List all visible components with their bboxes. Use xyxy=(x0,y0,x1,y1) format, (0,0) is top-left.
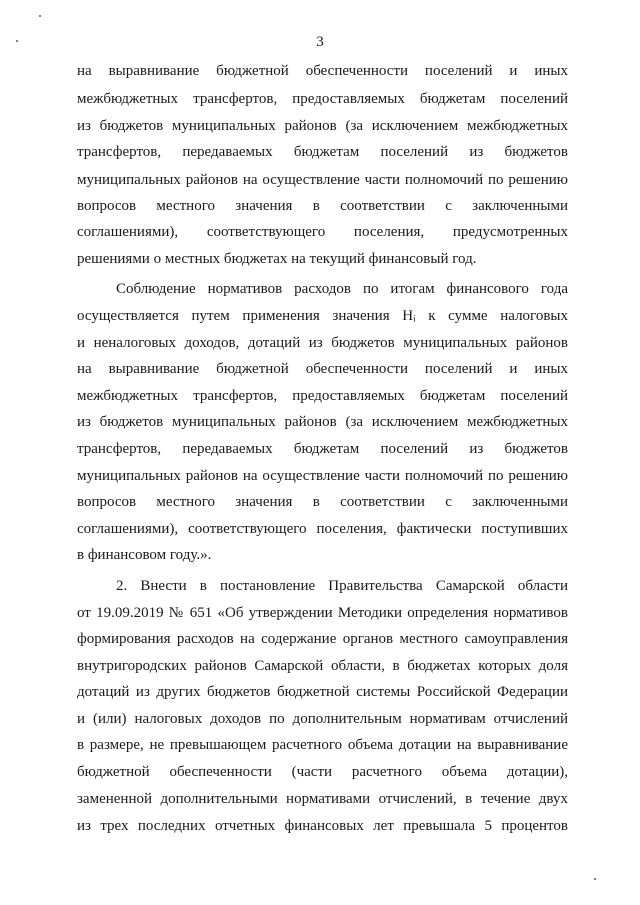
text-line: осуществляется путем применения значения Hᵢ к сумме налоговых xyxy=(77,308,568,324)
text-line: межбюджетных трансфертов, предоставляемых бюджетам поселений xyxy=(77,388,568,404)
text-line: Соблюдение нормативов расходов по итогам финансового года xyxy=(116,281,568,297)
text-line: вопросов местного значения в соответствии с заключенными xyxy=(77,494,568,510)
text-line: вопросов местного значения в соответствии с заключенными xyxy=(77,198,568,214)
text-line: из бюджетов муниципальных районов (за исключением межбюджетных xyxy=(77,414,568,430)
scan-speck xyxy=(39,15,41,17)
text-line: соглашениями), соответствующего поселения, предусмотренных xyxy=(77,224,568,240)
text-line: из бюджетов муниципальных районов (за исключением межбюджетных xyxy=(77,118,568,134)
text-line: в финансовом году.». xyxy=(77,547,212,563)
text-line: формирования расходов на содержание органов местного самоуправления xyxy=(77,631,568,647)
text-line: трансфертов, передаваемых бюджетам поселений из бюджетов xyxy=(77,144,568,160)
text-line: от 19.09.2019 № 651 «Об утверждении Методики определения нормативов xyxy=(77,605,568,621)
text-line: муниципальных районов на осуществление части полномочий по решению xyxy=(77,172,568,188)
text-line: решениями о местных бюджетах на текущий финансовый год. xyxy=(77,251,477,267)
text-line: из трех последних отчетных финансовых лет превышала 5 процентов xyxy=(77,818,568,834)
scan-speck xyxy=(16,40,18,42)
text-line: и неналоговых доходов, дотаций из бюджетов муниципальных районов xyxy=(77,335,568,351)
text-line: дотаций из других бюджетов бюджетной системы Российской Федерации xyxy=(77,684,568,700)
text-line: на выравнивание бюджетной обеспеченности поселений и иных xyxy=(77,361,568,377)
page-number: 3 xyxy=(316,34,324,50)
text-line: на выравнивание бюджетной обеспеченности поселений и иных xyxy=(77,63,568,79)
text-line: соглашениями), соответствующего поселения, фактически поступивших xyxy=(77,521,568,537)
text-line: трансфертов, передаваемых бюджетам поселений из бюджетов xyxy=(77,441,568,457)
text-line: межбюджетных трансфертов, предоставляемых бюджетам поселений xyxy=(77,91,568,107)
text-line: 2. Внести в постановление Правительства Самарской области xyxy=(116,578,568,594)
text-line: и (или) налоговых доходов по дополнительным нормативам отчислений xyxy=(77,711,568,727)
text-line: замененной дополнительными нормативами отчислений, в течение двух xyxy=(77,791,568,807)
text-line: в размере, не превышающем расчетного объема дотации на выравнивание xyxy=(77,737,568,753)
text-line: бюджетной обеспеченности (части расчетного объема дотации), xyxy=(77,764,568,780)
scan-speck xyxy=(594,878,596,880)
text-line: муниципальных районов на осуществление части полномочий по решению xyxy=(77,468,568,484)
text-line: внутригородских районов Самарской области, в бюджетах которых доля xyxy=(77,658,568,674)
